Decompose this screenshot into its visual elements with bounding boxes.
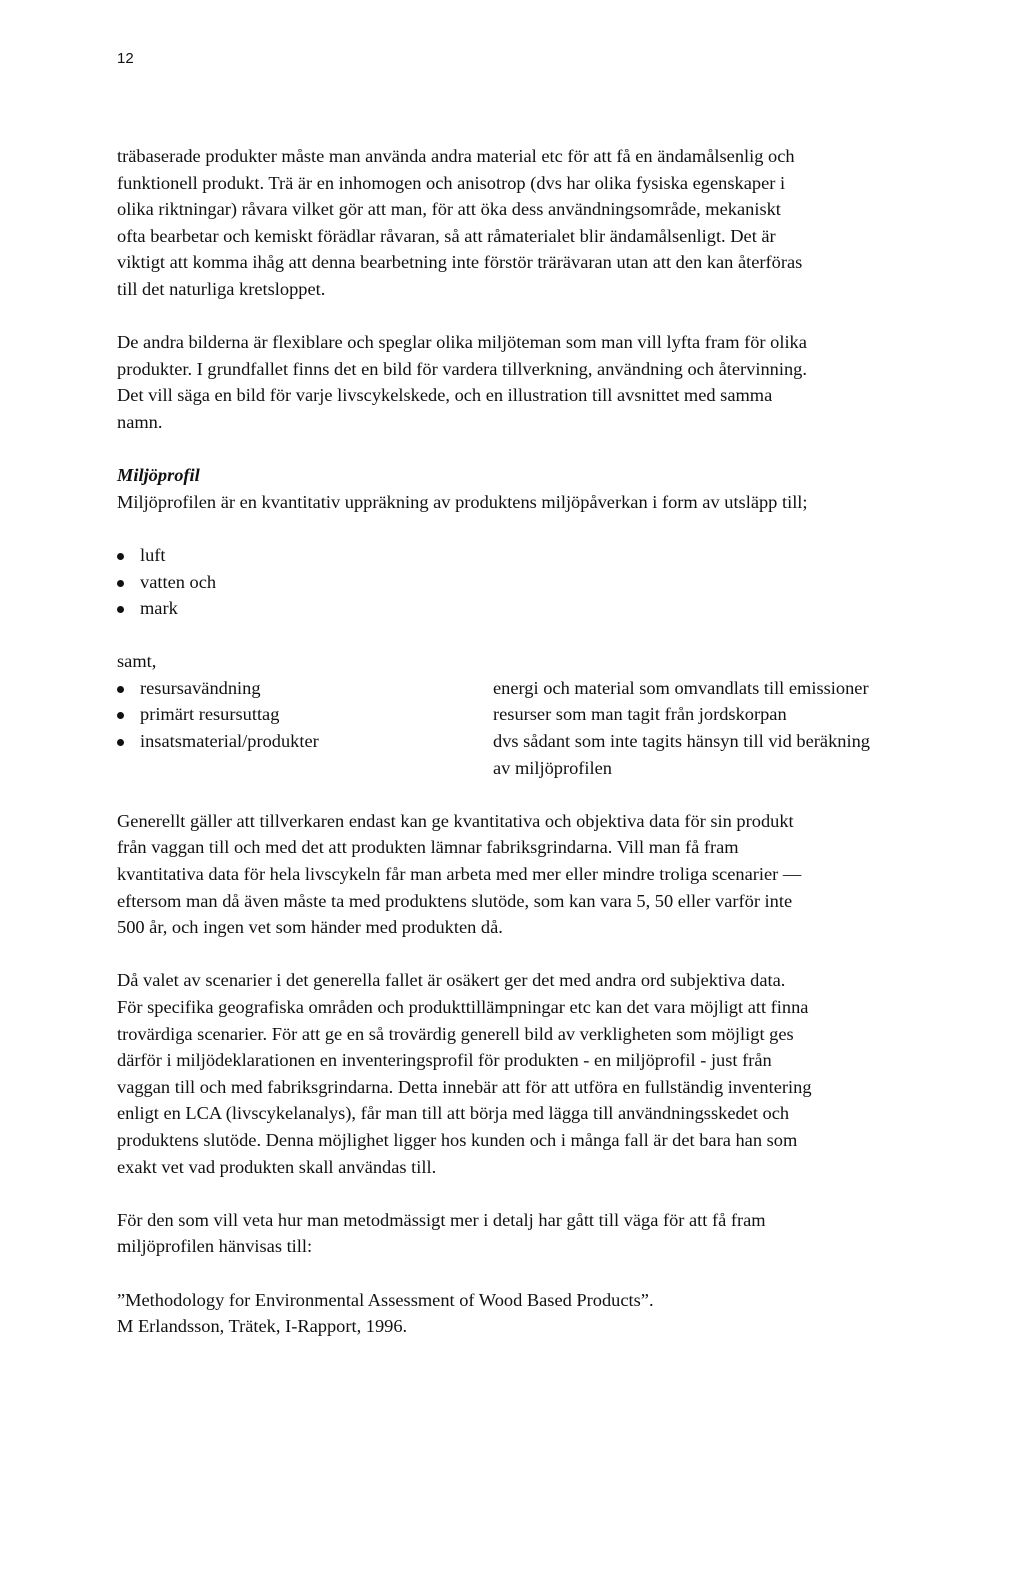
text-line: eftersom man då även måste ta med produktens slutöde, som kan vara 5, 50 eller varför inte [117, 890, 793, 911]
text-line: De andra bilderna är flexiblare och speglar olika miljöteman som man vill lyfta fram för olika [117, 332, 807, 353]
text-line: av miljöprofilen [493, 757, 613, 778]
text-line: till det naturliga kretsloppet. [117, 278, 326, 299]
resource-row [117, 728, 972, 781]
text-line: vaggan till och med fabriksgrindarna. Detta innebär att för att utföra en fullständig inventering [117, 1076, 812, 1097]
text-line: enligt en LCA (livscykelanalys), får man till att börja med lägga till användningsskedet och [117, 1103, 790, 1124]
list-item: luft [117, 542, 972, 569]
text-line: från vaggan till och med det att produkten lämnar fabriksgrindarna. Vill man få fram [117, 837, 739, 858]
page-content [117, 143, 972, 1340]
resource-description [493, 675, 972, 702]
resource-name: resursavändning [117, 675, 493, 702]
text-line: produkter. I grundfallet finns det en bild för vardera tillverkning, användning och återvinning. [117, 358, 807, 379]
text-line: 500 år, och ingen vet som händer med produkten då. [117, 917, 503, 938]
general-paragraph [117, 808, 972, 941]
resource-list [117, 675, 972, 781]
text-line: därför i miljödeklarationen en inventeringsprofil för produkten - en miljöprofil - just från [117, 1050, 772, 1071]
text-line: Det vill säga en bild för varje livscykelskede, och en illustration till avsnittet med samma [117, 385, 773, 406]
text-line: energi och material som omvandlats till emissioner [493, 677, 869, 698]
resource-description [493, 701, 972, 728]
text-line: olika riktningar) råvara vilket gör att man, för att öka dess användningsområde, mekaniskt [117, 199, 781, 220]
section-heading: Miljöprofil [117, 465, 200, 486]
text-line: exakt vet vad produkten skall användas till. [117, 1156, 437, 1177]
emission-list [117, 542, 972, 622]
reference-title: ”Methodology for Environmental Assessment of Wood Based Products”. [117, 1289, 654, 1310]
reference-block [117, 1287, 972, 1340]
text-line: För specifika geografiska områden och produkttillämpningar etc kan det vara möjligt att finna [117, 997, 809, 1017]
text-line: dvs sådant som inte tagits hänsyn till vid beräkning [493, 731, 870, 752]
text-line: För den som vill veta hur man metodmässigt mer i detalj har gått till väga för att få fram [117, 1209, 766, 1230]
text-line: Då valet av scenarier i det generella fallet är osäkert ger det med andra ord subjektiva data. [117, 970, 786, 991]
scenario-paragraph [117, 967, 972, 1180]
text-line: kvantitativa data för hela livscykeln får man arbeta med mer eller mindre troliga scenarier — [117, 864, 802, 885]
samt-label: samt, [117, 651, 157, 672]
page-number: 12 [117, 50, 134, 67]
intro-paragraph [117, 143, 972, 303]
resource-description [493, 728, 972, 781]
text-line: resurser som man tagit från jordskorpan [493, 704, 787, 725]
reference-paragraph [117, 1207, 972, 1260]
pictures-paragraph [117, 329, 972, 435]
resource-name: insatsmaterial/produkter [117, 728, 493, 781]
reference-citation: M Erlandsson, Trätek, I-Rapport, 1996. [117, 1316, 408, 1337]
text-line: produktens slutöde. Denna möjlighet ligger hos kunden och i många fall är det bara han som [117, 1129, 798, 1150]
list-item: mark [117, 595, 972, 622]
resource-row [117, 701, 972, 728]
text-line: trovärdiga scenarier. För att ge en så trovärdig generell bild av verkligheten som möjligt ges [117, 1023, 794, 1044]
text-line: träbaserade produkter måste man använda andra material etc för att få en ändamålsenlig och [117, 146, 795, 166]
text-line: ofta bearbetar och kemiskt förädlar råvaran, så att råmaterialet blir ändamålsenligt. Det är [117, 225, 776, 246]
resource-row [117, 675, 972, 702]
section-intro: Miljöprofilen är en kvantitativ uppräkning av produktens miljöpåverkan i form av utsläpp till; [117, 491, 808, 512]
resource-name: primärt resursuttag [117, 701, 493, 728]
text-line: viktigt att komma ihåg att denna bearbetning inte förstör trärävaran utan att den kan återföras [117, 252, 803, 273]
text-line: namn. [117, 411, 163, 432]
text-line: miljöprofilen hänvisas till: [117, 1236, 313, 1257]
text-line: funktionell produkt. Trä är en inhomogen och anisotrop (dvs har olika fysiska egenskaper i [117, 172, 786, 193]
list-item: vatten och [117, 569, 972, 596]
text-line: Generellt gäller att tillverkaren endast kan ge kvantitativa och objektiva data för sin produkt [117, 810, 794, 831]
